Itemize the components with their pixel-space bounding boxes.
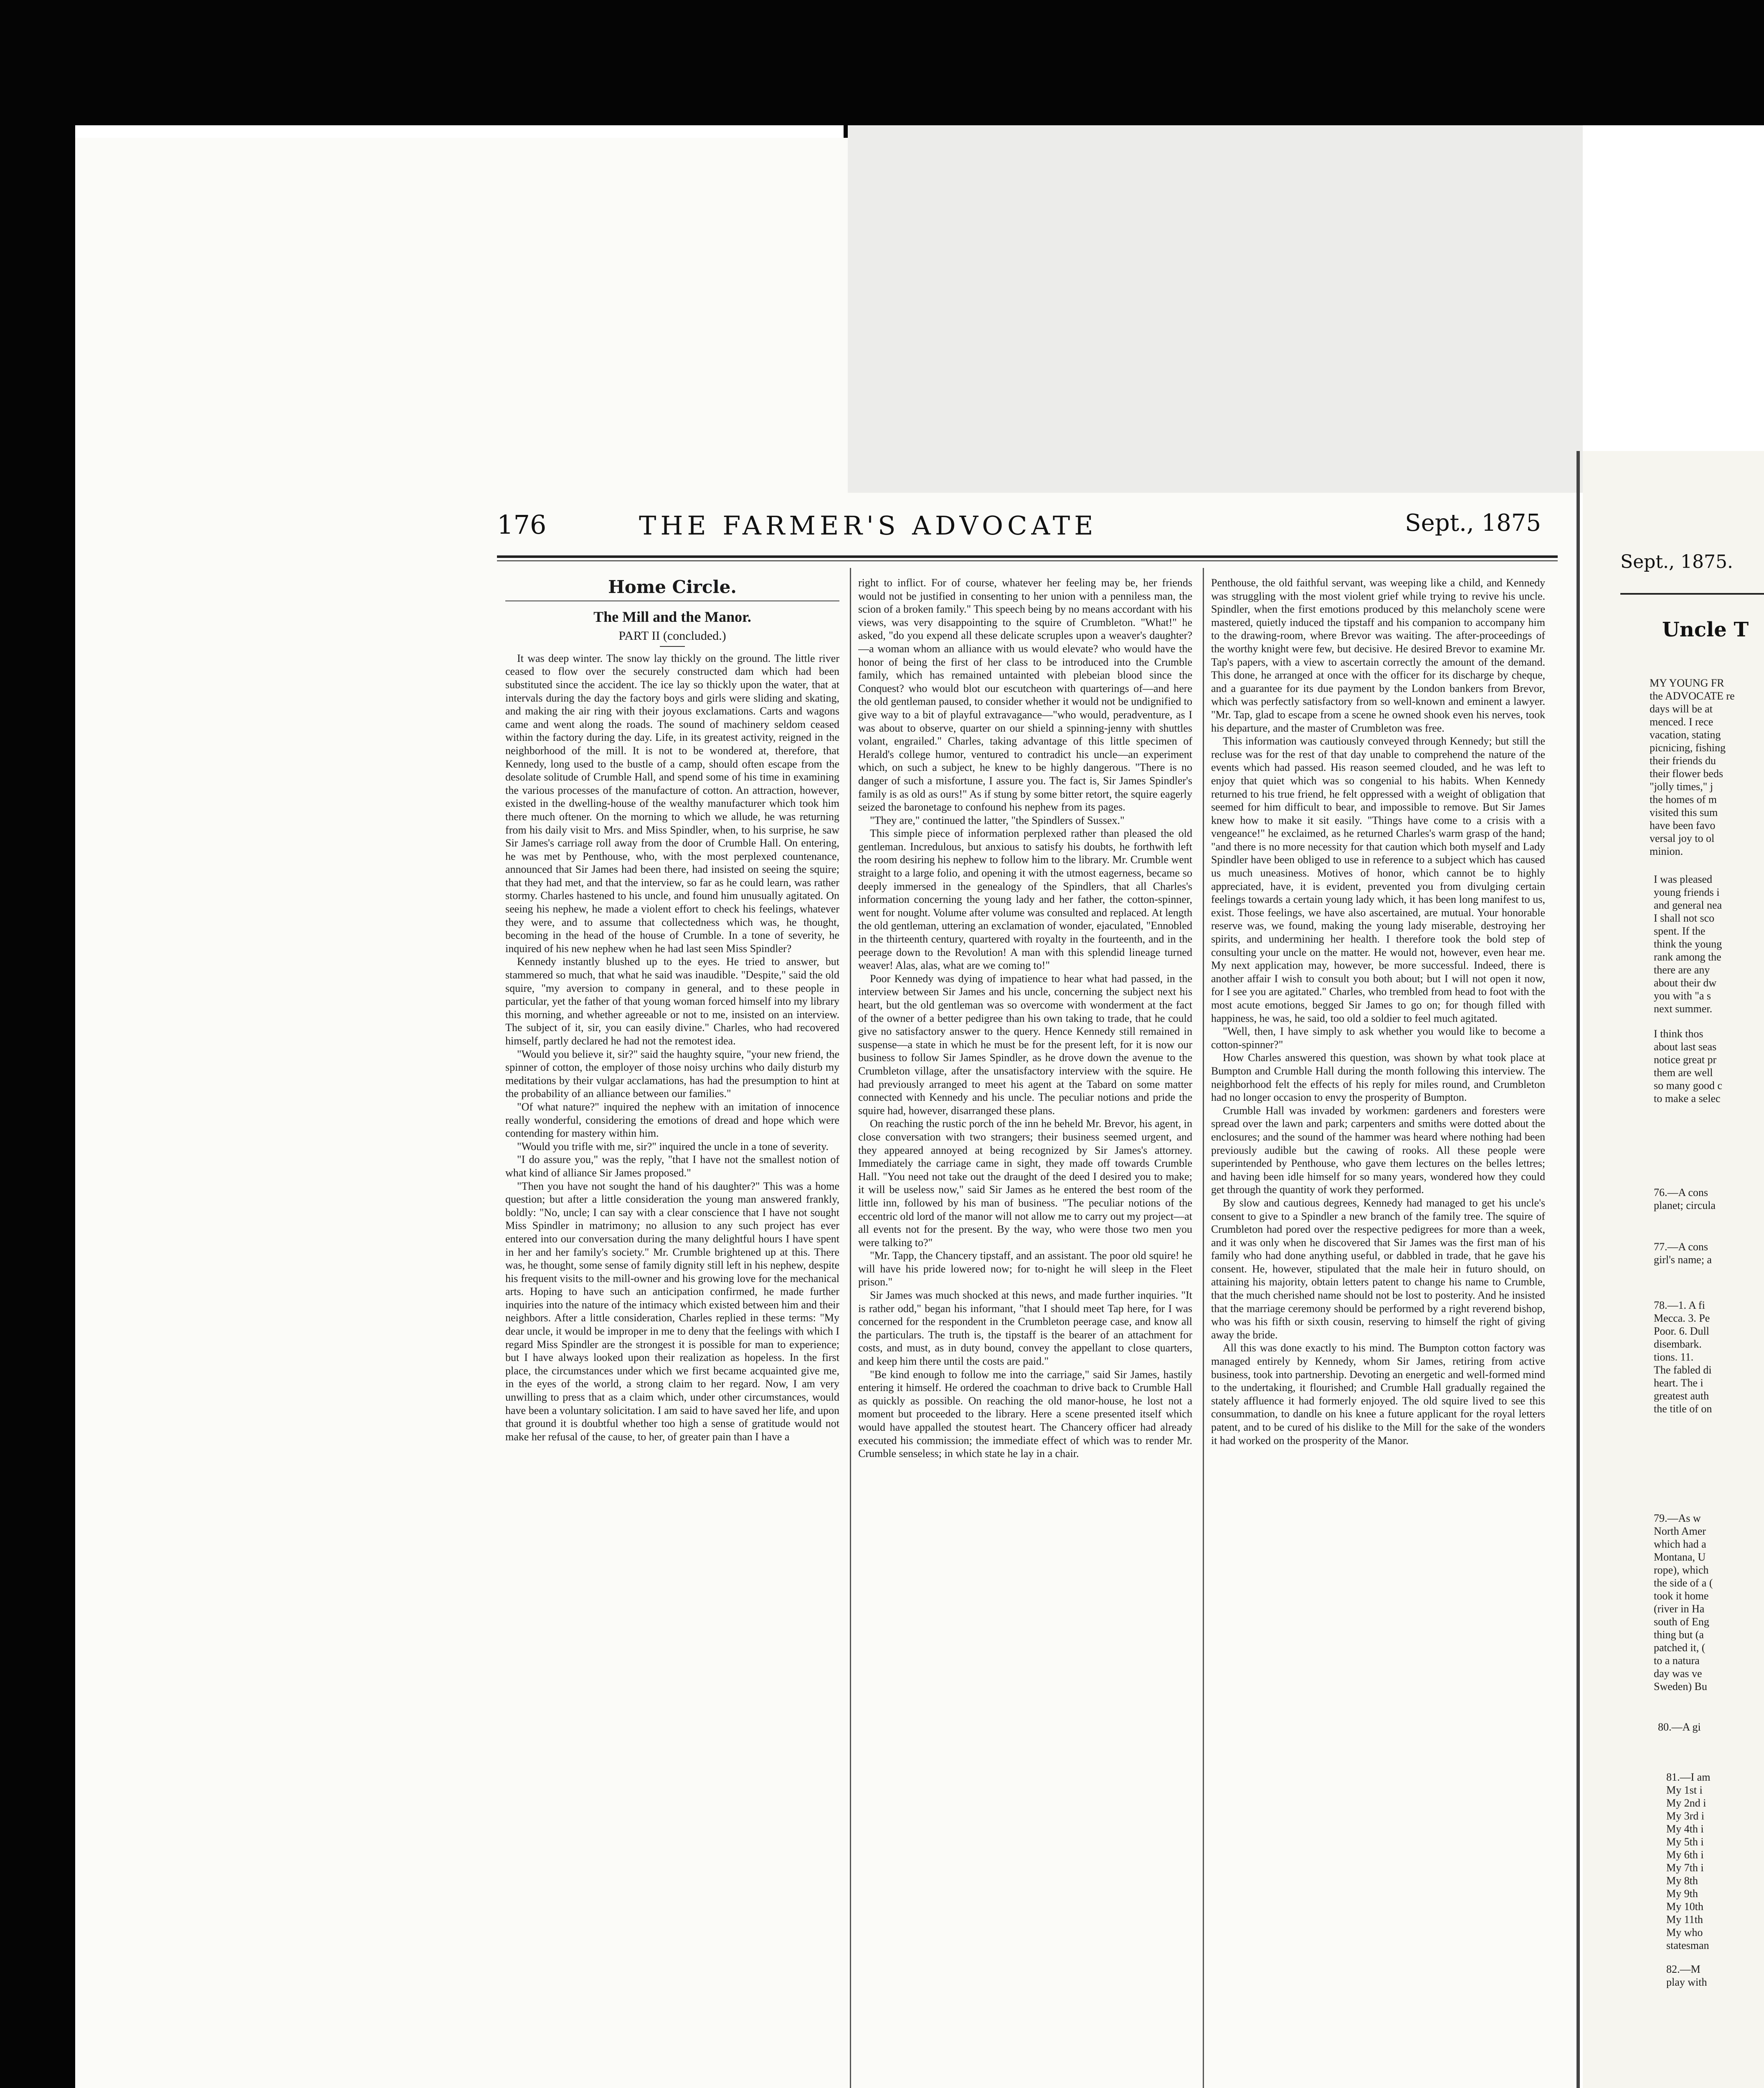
paragraph: On reaching the rustic porch of the inn he beheld Mr. Brevor, his agent, in close conversation with two strangers; their business seemed urgent, and they appeared annoyed at being recognized by Sir James's attorney. Immediately the carriage came in sight, they made off towards Crumble Hall. "You need not take out the draught of the deed I desired you to make; it will be useless now," said Sir James as he entered the best room of the little inn, followed by his man of business. "The peculiar notions of the eccentric old lord of the manor will not allow me to carry out my project—at all events not for the present. By the way, who were those two men you were talking to?" bbox=[858, 1117, 1192, 1249]
paragraph: "Would you believe it, sir?" said the haughty squire, "your new friend, the spinner of cotton, the employer of those noisy urchins who daily disturb my meditations by their vulgar acclamations, has had the presumption to hint at the probability of an alliance between our families." bbox=[505, 1048, 839, 1100]
scan-border-left bbox=[0, 0, 75, 2088]
torn-clipping bbox=[848, 125, 1583, 493]
page-number: 176 bbox=[497, 509, 547, 540]
section-heading: Home Circle. bbox=[505, 576, 839, 601]
paragraph: Penthouse, the old faithful servant, was weeping like a child, and Kennedy was struggling with the most violent grief while trying to revive his uncle. Spindler, when the first emotions produced by this melancholy scene were mastered, quietly induced the tipstaff and his companion to accompany him to the drawing-room, where Brevor was waiting. The after-proceedings of the worthy knight were few, but decisive. He desired Brevor to examine Mr. Tap's papers, with a view to ascertain correctly the amount of the demand. This done, he arranged at once with the officer for its discharge by cheque, and a guarantee for its due payment by the London bankers from Brevor, which was perfectly satisfactory from so well-known and eminent a lawyer. "Mr. Tap, glad to escape from a scene he owned shook even his nerves, took his departure, and the master of Crumbleton was free. bbox=[1211, 577, 1545, 734]
header-rule-thin bbox=[497, 560, 1558, 561]
facing-page-text: 82.—M play with bbox=[1666, 1963, 1707, 1988]
header-rule bbox=[497, 555, 1558, 558]
paragraph: "Well, then, I have simply to ask whether you would like to become a cotton-spinner?" bbox=[1211, 1025, 1545, 1051]
gutter-shadow bbox=[1576, 451, 1580, 2088]
facing-page-text: 78.—1. A fi Mecca. 3. Pe Poor. 6. Dull disembark. tions. 11. The fabled di heart. The i greatest auth the title of on bbox=[1654, 1299, 1712, 1415]
paragraph: right to inflict. For of course, whatever her feeling may be, her friends would not be justified in consenting to her union with a penniless man, the scion of a broken family." This speech being by no means accordant with his views, was very disappointing to the squire of Crumbleton. "What!" he asked, "do you expend all these delicate scruples upon a weaver's daughter?—a woman whom an alliance with us would elevate? who would have the honor of being the first of her class to be introduced into the Crumble family, which has remained untainted with plebeian blood since the Conquest? who would blot our escutcheon with quarterings of—and here the old gentleman paused, to consider whether it would not be undignified to give way to a bit of playful extravagance—"who would, peradventure, as I was about to observe, quarter on our shield a spinning-jenny with shuttles volant, engrailed." Charles, taking advantage of this little specimen of Herald's college humor, ventured to contradict his uncle—an experiment which, on such a subject, he knew to be highly dangerous. "There is no danger of such a misfortune, I assure you. The fact is, Sir James Spindler's family is as old as ours!" As if stung by some bitter retort, the squire eagerly seized the baronetage to confound his nephew from its pages. bbox=[858, 577, 1192, 813]
paragraph: "Of what nature?" inquired the nephew with an imitation of innocence really wonderful, considering the emotions of dread and hope which were contending for mastery within him. bbox=[505, 1100, 839, 1140]
column-separator bbox=[850, 568, 851, 2088]
facing-page-rule bbox=[1620, 593, 1764, 595]
article-column-2 bbox=[858, 576, 1192, 2088]
paragraph: "Then you have not sought the hand of his daughter?" This was a home question; but after a little consideration the young man answered frankly, boldly: "No, uncle; I can say with a clear conscience that I have not sought Miss Spindler in matrimony; no allusion to any such project has ever entered into our conversation during the many delightful hours I have spent in her and her family's society." Mr. Crumble brightened up at this. There was, he thought, some sense of family dignity still left in his nephew, despite his frequent visits to the mill-owner and his growing love for the mechanical arts. Hoping to have such an anticipation confirmed, he made further inquiries into the nature of the intimacy which existed between him and their neighbors. After a little consideration, Charles replied in these terms: "My dear uncle, it would be improper in me to deny that the feelings with which I regard Miss Spindler are the strongest it is possible for man to experience; but I have always looked upon their realization as hopeless. In the first place, the circumstances under which we first became acquainted give me, in the eyes of the world, a strong claim to her regard. Now, I am very unwilling to press that as a claim which, under other circumstances, would have been a voluntary solicitation. I am said to have saved her life, and upon that ground it is doubtful whether too high a sense of gratitude would not make her refusal of the cause, to her, of greater pain than I have a bbox=[505, 1180, 839, 1443]
paragraph: It was deep winter. The snow lay thickly on the ground. The little river ceased to flow over the securely constructed dam which had been substituted since the accident. The ice lay so thickly upon the water, that at intervals during the day the factory boys and girls were sliding and skating, and making the air ring with their joyous exclamations. Carts and wagons came and went along the roads. The sound of machinery seldom ceased within the factory during the day. Life, in its greatest activity, reigned in the neighborhood of the mill. It is not to be wondered at, therefore, that Kennedy, long used to the bustle of a camp, should often escape from the desolate solitude of Crumble Hall, and spend some of his time in examining the various processes of the manufacture of cotton. An attraction, however, existed in the dwelling-house of the wealthy manufacturer which took him there much oftener. On the morning to which we allude, he was returning from his daily visit to Mrs. and Miss Spindler, when, to his surprise, he saw Sir James's carriage roll away from the door of Crumble Hall. On entering, he was met by Penthouse, who, with the most perplexed countenance, announced that Sir James had been there, had insisted on seeing the squire; that they had met, and that the interview, so far as he could learn, was rather stormy. Charles hastened to his uncle, and found him unusually agitated. On seeing his nephew, he made a violent effort to check his feelings, whatever they were, and to assume that collectedness which was, he thought, becoming in the head of the house of Crumble. In a tone of severity, he inquired of his new nephew when he had last seen Miss Spindler? bbox=[505, 652, 839, 955]
paragraph: Crumble Hall was invaded by workmen: gardeners and foresters were spread over the lawn and park; carpenters and smiths were dotted about the enclosures; and the sound of the hammer was heard where nothing had been previously audible but the cawing of rooks. All these people were superintended by Penthouse, who gave them lectures on the belles lettres; and having been idle himself for so many years, wondered how they could get through the quantity of work they performed. bbox=[1211, 1104, 1545, 1196]
part-label: PART II (concluded.) bbox=[618, 629, 726, 643]
scan-border-top bbox=[0, 0, 1764, 125]
paragraph: "I do assure you," was the reply, "that I have not the smallest notion of what kind of alliance Sir James proposed." bbox=[505, 1153, 839, 1179]
paragraph: This information was cautiously conveyed through Kennedy; but still the recluse was for the rest of that day unable to comprehend the nature of the events which had passed. His reason seemed clouded, and he was left to enjoy that quiet which was so congenial to his habits. When Kennedy returned to his true friend, he felt oppressed with a weight of obligation that seemed for him difficult to bear, and impossible to remove. But Sir James knew how to make it sit easily. "Things have come to a crisis with a vengeance!" he exclaimed, as he returned Charles's warm grasp of the hand; "and there is no more necessity for that caution which both myself and Lady Spindler have been obliged to use in reference to a subject which has caused us much uneasiness. Motives of honor, which cannot be to highly appreciated, have, it is evident, prevented you from divulging certain feelings towards a certain young lady which, it has been long manifest to us, exist. Those feelings, we have also ascertained, are mutual. Your honorable reserve was, we found, making the young lady miserable, destroying her spirits, and undermining her health. I therefore took the bold step of consulting your uncle on the matter. He would not, however, even hear me. My next application may, however, be more successful. Indeed, there is another affair I wish to consult you both about; but I will not open it now, for I see you are agitated." Charles, who trembled from head to foot with the most acute emotions, begged Sir James to go on; for though filled with happiness, he was, he said, too old a soldier to feel much agitated. bbox=[1211, 735, 1545, 1024]
column-separator bbox=[1203, 568, 1204, 2088]
paragraph: How Charles answered this question, was shown by what took place at Bumpton and Crumble Hall during the month following this interview. The neighborhood felt the effects of his reply for miles round, and Crumbleton had no longer occasion to envy the prosperity of Bumpton. bbox=[1211, 1052, 1545, 1104]
paragraph: By slow and cautious degrees, Kennedy had managed to get his uncle's consent to give to a Spindler a new branch of the family tree. The squire of Crumbleton had pored over the respective pedigrees for more than a week, and it was only when he discovered that Sir James was the first man of his family who had done anything useful, or dabbled in trade, that he gave his consent. He, however, stipulated that the male heir in futuro should, on attaining his majority, obtain letters patent to change his name to Crumble, that the much cherished name should not be lost to posterity. And he insisted that the marriage ceremony should be performed by a right reverend bishop, who was his fifth or sixth cousin, reserving to himself the right of giving away the bride. bbox=[1211, 1196, 1545, 1341]
paragraph: "Be kind enough to follow me into the carriage," said Sir James, hastily entering it himself. He ordered the coachman to drive back to Crumble Hall as quickly as possible. On reaching the old manor-house, he lost not a moment but proceeded to the library. Here a scene presented itself which would have appalled the stoutest heart. The Chancery officer had already executed his commission; the immediate effect of which was to render Mr. Crumble senseless; in which state he lay in a chair. bbox=[858, 1368, 1192, 1460]
facing-page-text: 79.—As w North Amer which had a Montana, U rope), which the side of a ( took it home (river in Ha south of Eng thing but (a patched it, ( to a natura day was ve Sweden) Bu bbox=[1654, 1512, 1713, 1693]
facing-page-text: I was pleased young friends i and general nea I shall not sco spent. If the think the young rank among the there are any about their dw you with "a s next summer. bbox=[1654, 873, 1722, 1015]
story-title: The Mill and the Manor. bbox=[593, 608, 751, 625]
paragraph: "Mr. Tapp, the Chancery tipstaff, and an assistant. The poor old squire! he will have his pride lowered now; for to-night he will sleep in the Fleet prison." bbox=[858, 1249, 1192, 1288]
paragraph: "Would you trifle with me, sir?" inquired the uncle in a tone of severity. bbox=[517, 1140, 829, 1153]
page-header bbox=[497, 509, 1549, 547]
facing-page-heading: Uncle T bbox=[1662, 618, 1749, 641]
masthead-title: THE FARMER'S ADVOCATE bbox=[639, 510, 1097, 541]
paragraph: Kennedy instantly blushed up to the eyes. He tried to answer, but stammered so much, that what he said was inaudible. "Despite," said the old squire, "my aversion to company in general, and to these people in particular, yet the father of that young woman forced himself into my library this morning, and whether agreeable or not to me, insisted on an interview. The subject of it, sir, you can easily divine." Charles, who had recovered himself, partly declared he had not the remotest idea. bbox=[505, 955, 839, 1047]
facing-page-text: 80.—A gi bbox=[1658, 1721, 1701, 1733]
facing-page-text: MY YOUNG FR the ADVOCATE re days will be at menced. I rece vacation, stating picnicing, fishing their friends du their flower beds "jolly times," j the homes of m visited this sum have been favo versal joy to ol minion. bbox=[1650, 677, 1735, 857]
paragraph: Poor Kennedy was dying of impatience to hear what had passed, in the interview between Sir James and his uncle, concerning the subject next his heart, but the old gentleman was so overcome with wonderment at the fact of the owner of a better pedigree than his own taking to trade, that he could give no satisfactory answer to the query. Hence Kennedy still remained in suspense—a state in which he must be for the present left, for it is now our business to follow Sir James Spindler, as he drove down the avenue to the Crumbleton village, after the unsatisfactory interview with the squire. He had previously arranged to meet his agent at the Tabard on some matter connected with Kennedy and his uncle. The peculiar notions and pride the squire had, however, disarranged these plans. bbox=[858, 972, 1192, 1117]
facing-page-text: 77.—A cons girl's name; a bbox=[1654, 1241, 1712, 1266]
article-column-1 bbox=[505, 576, 839, 2088]
paragraph: This simple piece of information perplexed rather than pleased the old gentleman. Incredulous, but anxious to satisfy his doubts, he forthwith left the room desiring his nephew to follow him to the library. Mr. Crumble went straight to a large folio, and opening it with the utmost eagerness, became so deeply immersed in the genealogy of the Spindlers, that all Charles's information concerning the young lady and her father, the cotton-spinner, went for nought. Volume after volume was consulted and replaced. At length the old gentleman, uttering an exclamation of wonder, ejaculated, "Ennobled in the thirteenth century, quartered with royalty in the fourteenth, and in the peerage down to the Revolution! A man with this splendid lineage turned weaver! Alas, alas, what are we coming to!" bbox=[858, 827, 1192, 972]
facing-page-text: 81.—I am My 1st i My 2nd i My 3rd i My 4th i My 5th i My 6th i My 7th i My 8th My 9th My 10th My 11th My who statesman bbox=[1666, 1771, 1711, 1951]
article-column-3 bbox=[1211, 576, 1545, 2088]
facing-page-text: 76.—A cons planet; circula bbox=[1654, 1186, 1716, 1211]
issue-date: Sept., 1875 bbox=[1405, 509, 1541, 537]
paragraph: "They are," continued the latter, "the Spindlers of Sussex." bbox=[870, 814, 1125, 826]
paragraph: Sir James was much shocked at this news, and made further inquiries. "It is rather odd," began his informant, "that I should meet Tap here, for I was concerned for the respondent in the Crumbleton peerage case, and know all the particulars. The truth is, the tipstaff is the bearer of an attachment for costs, and must, as in duty bound, convey the appellant to close quarters, and keep him there until the costs are paid." bbox=[858, 1289, 1192, 1368]
facing-page-text: I think thos about last seas notice great pr them are well so many good c to make a selec bbox=[1654, 1028, 1722, 1105]
paragraph: All this was done exactly to his mind. The Bumpton cotton factory was managed entirely by Kennedy, whom Sir James, retiring from active business, took into partnership. Devoting an energetic and well-formed mind to the undertaking, it flourished; and Crumble Hall gradually regained the stately affluence it had formerly enjoyed. The old squire lived to see this consummation, to dandle on his knee a future applicant for the royal letters patent, and to be cured of his dislike to the Mill for the sake of the wonders it had worked on the prosperity of the Manor. bbox=[1211, 1342, 1545, 1447]
title-rule bbox=[660, 646, 685, 647]
facing-page-date: Sept., 1875. bbox=[1620, 551, 1733, 573]
